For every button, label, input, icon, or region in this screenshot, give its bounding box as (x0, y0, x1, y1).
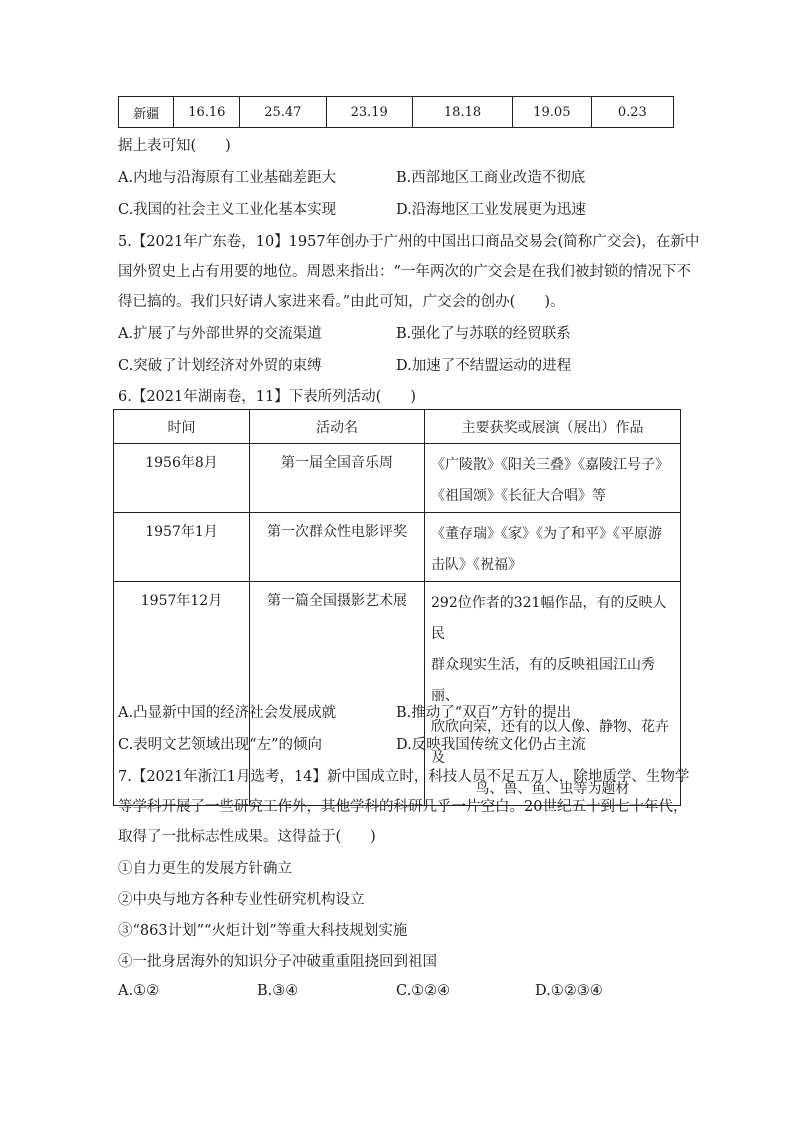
option-d: D.反映我国传统文化仍占主流 (396, 737, 586, 753)
question-7-line-1: 7.【2021年浙江1月选考，14】新中国成立时，科技人员不足五万人，除地质学、生物学 (118, 769, 690, 785)
option-d: D.①②③④ (535, 983, 603, 999)
table-row (119, 97, 674, 128)
statement-2: ②中央与地方各种专业性研究机构设立 (118, 892, 365, 908)
table-cell: 19.05 (513, 97, 591, 128)
table-cell: 23.19 (326, 97, 412, 128)
question-5-line-3: 得已搞的。我们只好请人家进来看。”由此可知，广交会的创办( )。 (118, 294, 565, 310)
question-stem: 据上表可知( ) (118, 138, 231, 154)
works-line: 鸟、兽、鱼、虫等为题材 (475, 781, 630, 797)
option-c: C.①②④ (396, 983, 451, 999)
statement-4: ④一批身居海外的知识分子冲破重重阻挠回到祖国 (118, 954, 437, 970)
works-line: 群众现实生活，有的反映祖国江山秀丽、 (431, 657, 655, 704)
statement-3: ③“863计划”“火炬计划”等重大科技规划实施 (118, 923, 408, 939)
works-line: 《董存瑞》《家》《为了和平》《平原游 (431, 526, 662, 542)
works-line: 击队》《祝福》 (431, 557, 522, 573)
row-time: 1957年1月 (114, 513, 250, 582)
works-line: 《广陵散》《阳关三叠》《嘉陵江号子》 (431, 457, 669, 473)
row-works (425, 513, 681, 582)
row-activity: 第一次群众性电影评奖 (250, 513, 425, 582)
works-line: 292位作者的321幅作品，有的反映人民 (431, 595, 667, 642)
table-header-row (114, 410, 681, 444)
table-row (114, 444, 681, 513)
table-cell: 16.16 (174, 97, 240, 128)
option-b: B.③④ (257, 983, 299, 999)
option-b: B.强化了与苏联的经贸联系 (396, 326, 571, 342)
works-line: 欣欣向荣，还有的以人像、静物、花卉及 (431, 719, 669, 766)
data-table-fragment (118, 96, 674, 128)
row-works (425, 444, 681, 513)
row-time: 1957年12月 (114, 582, 250, 806)
header-works: 主要获奖或展演（展出）作品 (425, 410, 681, 444)
row-activity: 第一届全国音乐周 (250, 444, 425, 513)
table-row (114, 513, 681, 582)
table-cell: 0.23 (591, 97, 673, 128)
row-time: 1956年8月 (114, 444, 250, 513)
question-5-line-1: 5.【2021年广东卷，10】1957年创办于广州的中国出口商品交易会(简称广交会)，在新中 (118, 234, 700, 250)
option-a: A.扩展了与外部世界的交流渠道 (118, 326, 322, 342)
question-7-line-2: 等学科开展了一些研究工作外，其他学科的科研几乎一片空白。20世纪五十到七十年代， (118, 799, 688, 815)
table-cell-region: 新疆 (119, 97, 174, 128)
option-a: A.内地与沿海原有工业基础差距大 (118, 170, 337, 186)
option-c: C.表明文艺领域出现“左”的倾向 (118, 737, 323, 753)
option-c: C.我国的社会主义工业化基本实现 (118, 202, 337, 218)
table-cell: 18.18 (412, 97, 512, 128)
header-time: 时间 (114, 410, 250, 444)
option-b: B.推动了“双百”方针的提出 (396, 705, 572, 721)
header-activity: 活动名 (250, 410, 425, 444)
question-6-stem: 6.【2021年湖南卷，11】下表所列活动( ) (118, 389, 416, 405)
option-a: A.①② (118, 983, 160, 999)
option-b: B.西部地区工商业改造不彻底 (396, 170, 586, 186)
option-a: A.凸显新中国的经济社会发展成就 (118, 705, 337, 721)
works-line: 《祖国颂》《长征大合唱》等 (431, 488, 606, 504)
table-cell: 25.47 (240, 97, 326, 128)
row-activity: 第一篇全国摄影艺术展 (250, 582, 425, 806)
option-d: D.沿海地区工业发展更为迅速 (396, 202, 586, 218)
question-7-line-3: 取得了一批标志性成果。这得益于( ) (118, 829, 376, 845)
option-c: C.突破了计划经济对外贸的束缚 (118, 358, 322, 374)
question-5-line-2: 国外贸史上占有用要的地位。周恩来指出：“一年两次的广交会是在我们被封锁的情况下不 (118, 264, 691, 280)
option-d: D.加速了不结盟运动的进程 (396, 358, 572, 374)
statement-1: ①自力更生的发展方针确立 (118, 861, 292, 877)
